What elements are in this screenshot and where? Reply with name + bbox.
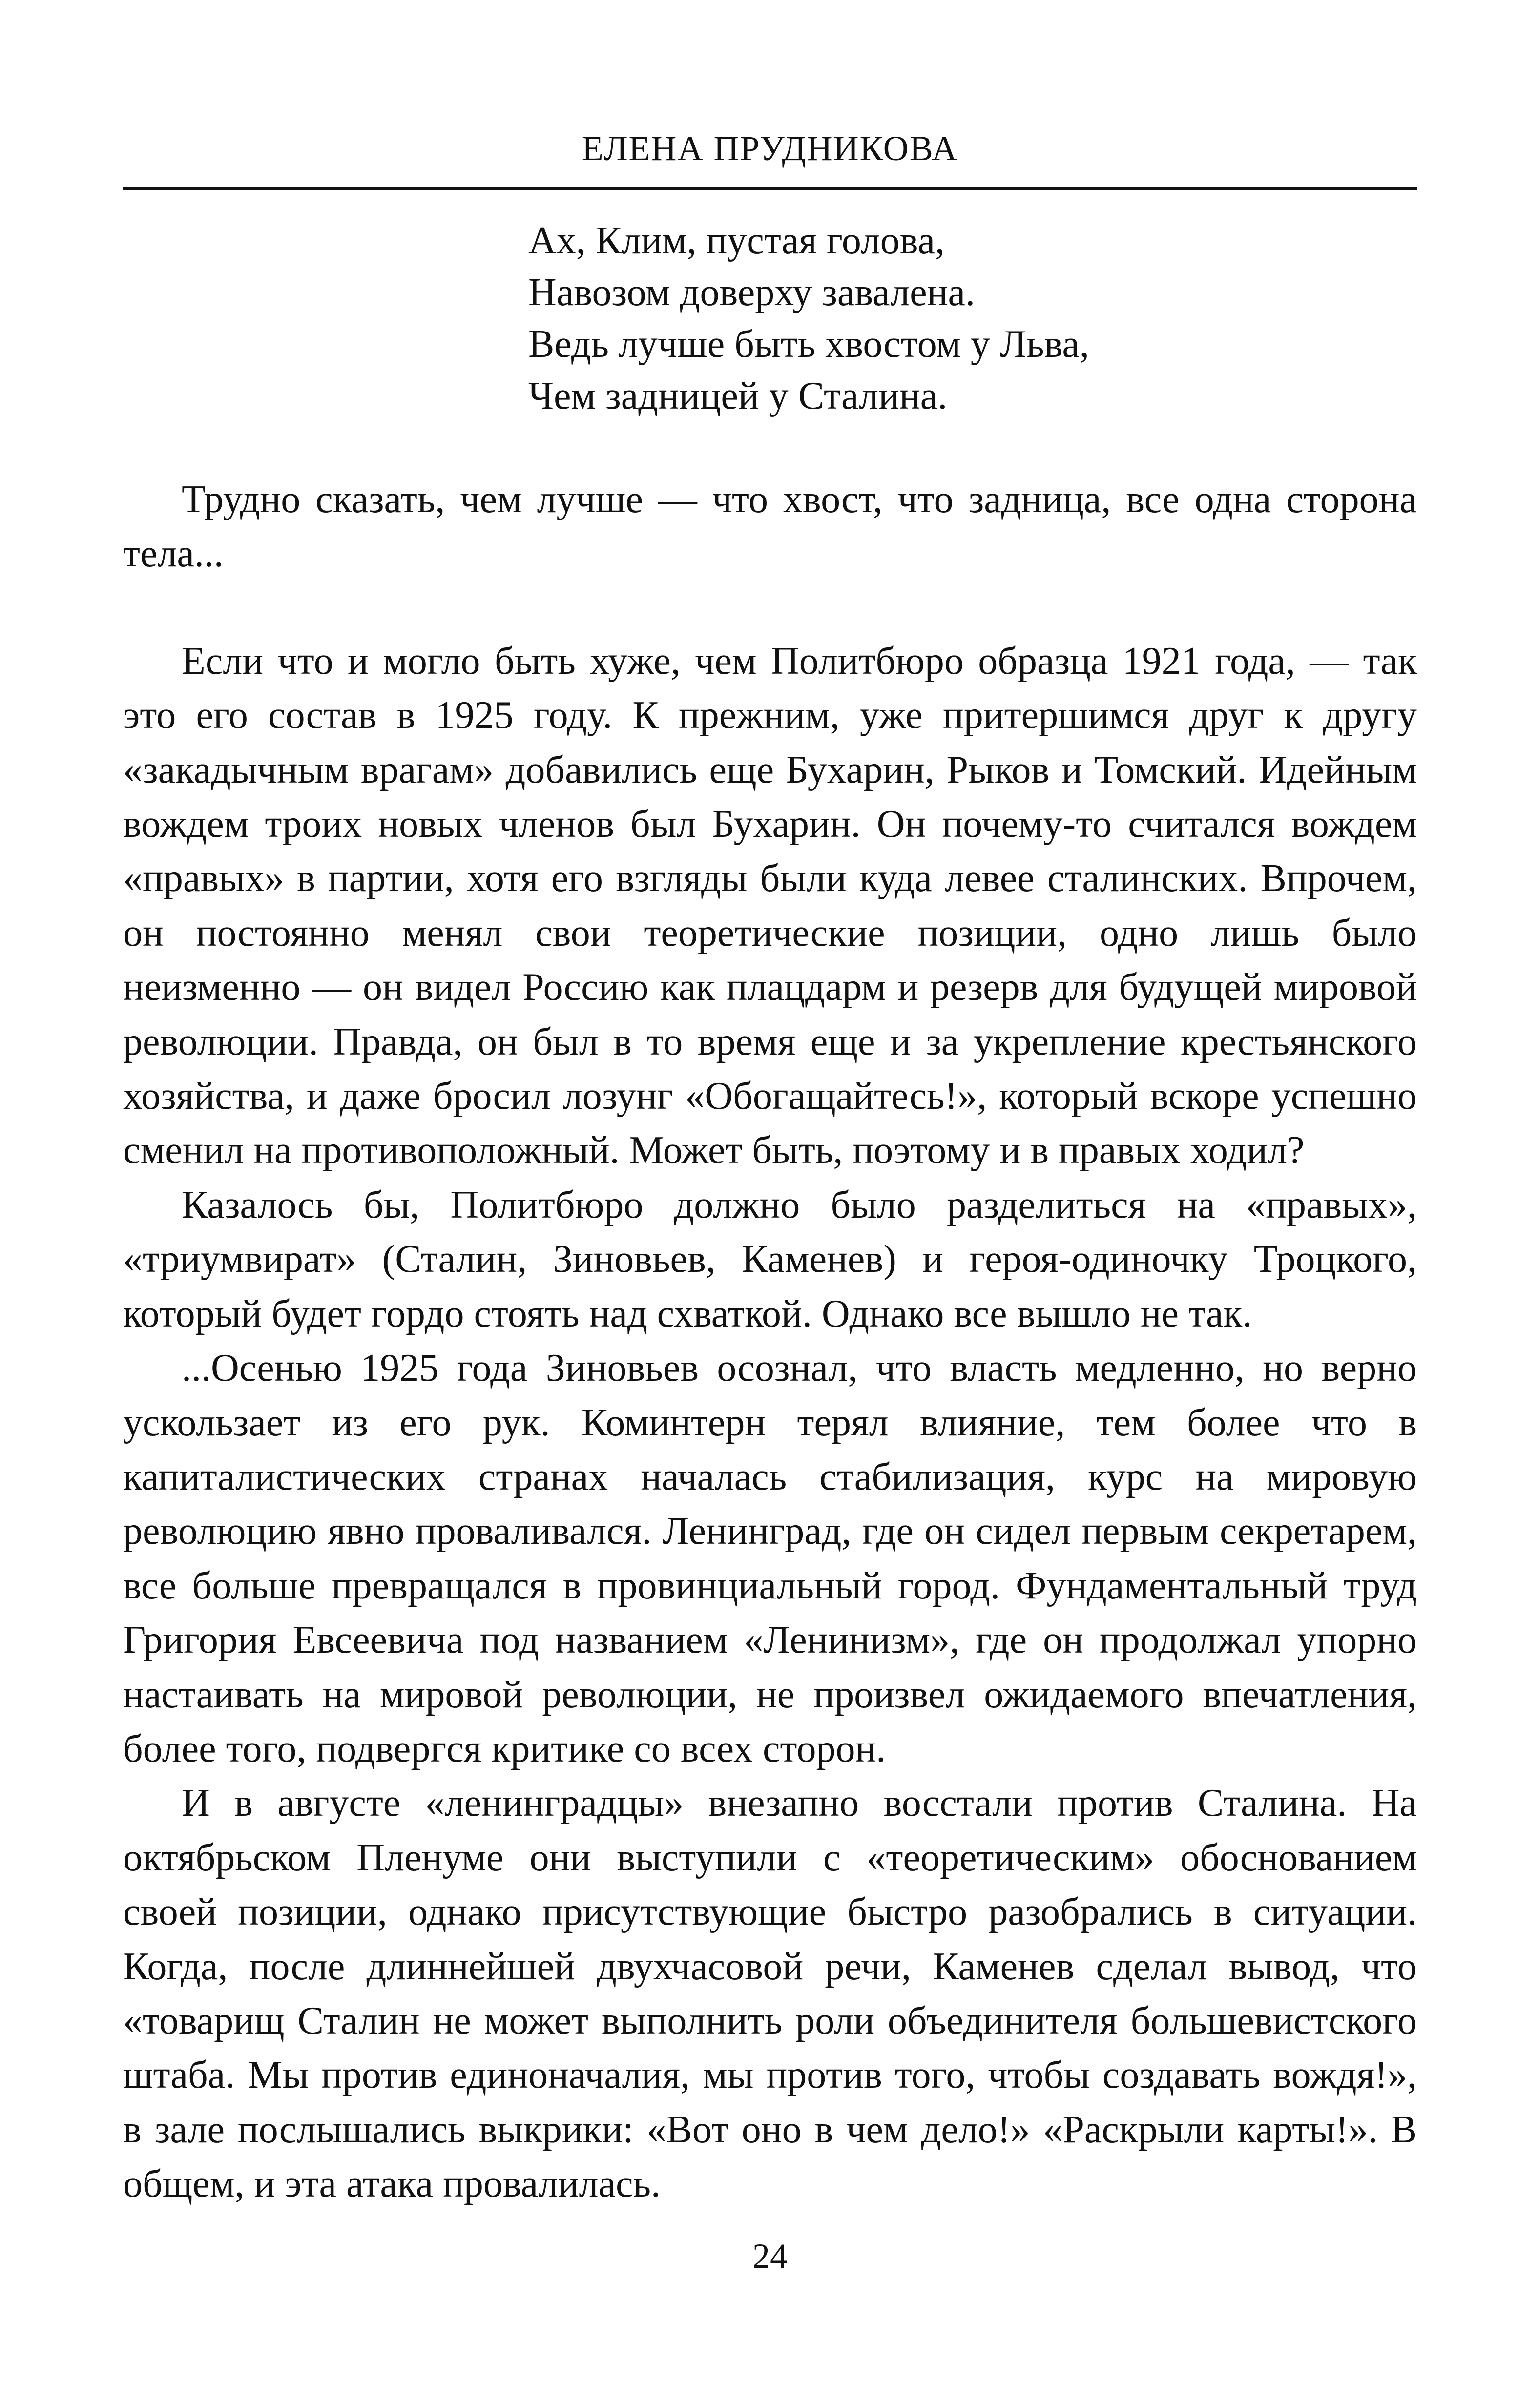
body-text [123,473,1417,2212]
paragraph-comment: Трудно сказать, чем лучше — что хвост, что задница, все одна сторона тела... [123,478,1417,576]
verse-epigraph [528,215,1089,422]
paragraph: И в августе «ленинградцы» внезапно восстали против Сталина. На октябрьском Пленуме они выступили с «теоретическим» обоснованием своей позиции, однако присутствующие быстро разобрались в ситуации. Когда, после длиннейшей двухчасовой речи, Каменев сделал вывод, что «товарищ Сталин не может выполнить роли объединителя большевистского штаба. Мы против единоначалия, мы против того, чтобы создавать вождя!», в зале послышались выкрики: «Вот оно в чем дело!» «Раскрыли карты!». В общем, и эта атака провалилась. [123,1782,1417,2206]
verse-line: Ведь лучше быть хвостом у Льва, [528,323,1089,366]
running-head-author: ЕЛЕНА ПРУДНИКОВА [582,129,958,168]
paragraph: Казалось бы, Политбюро должно было разделиться на «правых», «триумвират» (Сталин, Зиновьев, Каменев) и героя-одиночку Троцкого, который будет гордо стоять над схваткой. Однако все вышло не так. [123,1183,1417,1335]
verse-line: Чем задницей у Сталина. [528,374,948,417]
verse-line: Ах, Клим, пустая голова, [528,219,945,262]
page-number: 24 [752,2237,788,2276]
paragraph: Если что и могло быть хуже, чем Политбюро образца 1921 года, — так это его состав в 1925 году. К прежним, уже притершимся друг к другу «закадычным врагам» добавились еще Бухарин, Рыков и Томский. Идейным вождем троих новых членов был Бухарин. Он почему-то считался вождем «правых» в партии, хотя его взгляды были куда левее сталинских. Впрочем, он постоянно менял свои теоретические позиции, одно лишь было неизменно — он видел Россию как плацдарм и резерв для будущей мировой революции. Правда, он был в то время еще и за укрепление крестьянского хозяйства, и даже бросил лозунг «Обогащайтесь!», который вскоре успешно сменил на противоположный. Может быть, поэтому и в правых ходил? [123,639,1417,1172]
paragraph: ...Осенью 1925 года Зиновьев осознал, что власть медленно, но верно ускользает из его рук. Коминтерн терял влияние, тем более что в капиталистических странах началась стабилизация, курс на мировую революцию явно проваливался. Ленинград, где он сидел первым секретарем, все больше превращался в провинциальный город. Фундаментальный труд Григория Евсеевича под названием «Ленинизм», где он продолжал упорно настаивать на мировой революции, не произвел ожидаемого впечатления, более того, подвергся критике со всех сторон. [123,1347,1417,1770]
verse-line: Навозом доверху завалена. [528,271,975,314]
header-rule [123,187,1417,190]
book-page [123,0,1417,2408]
